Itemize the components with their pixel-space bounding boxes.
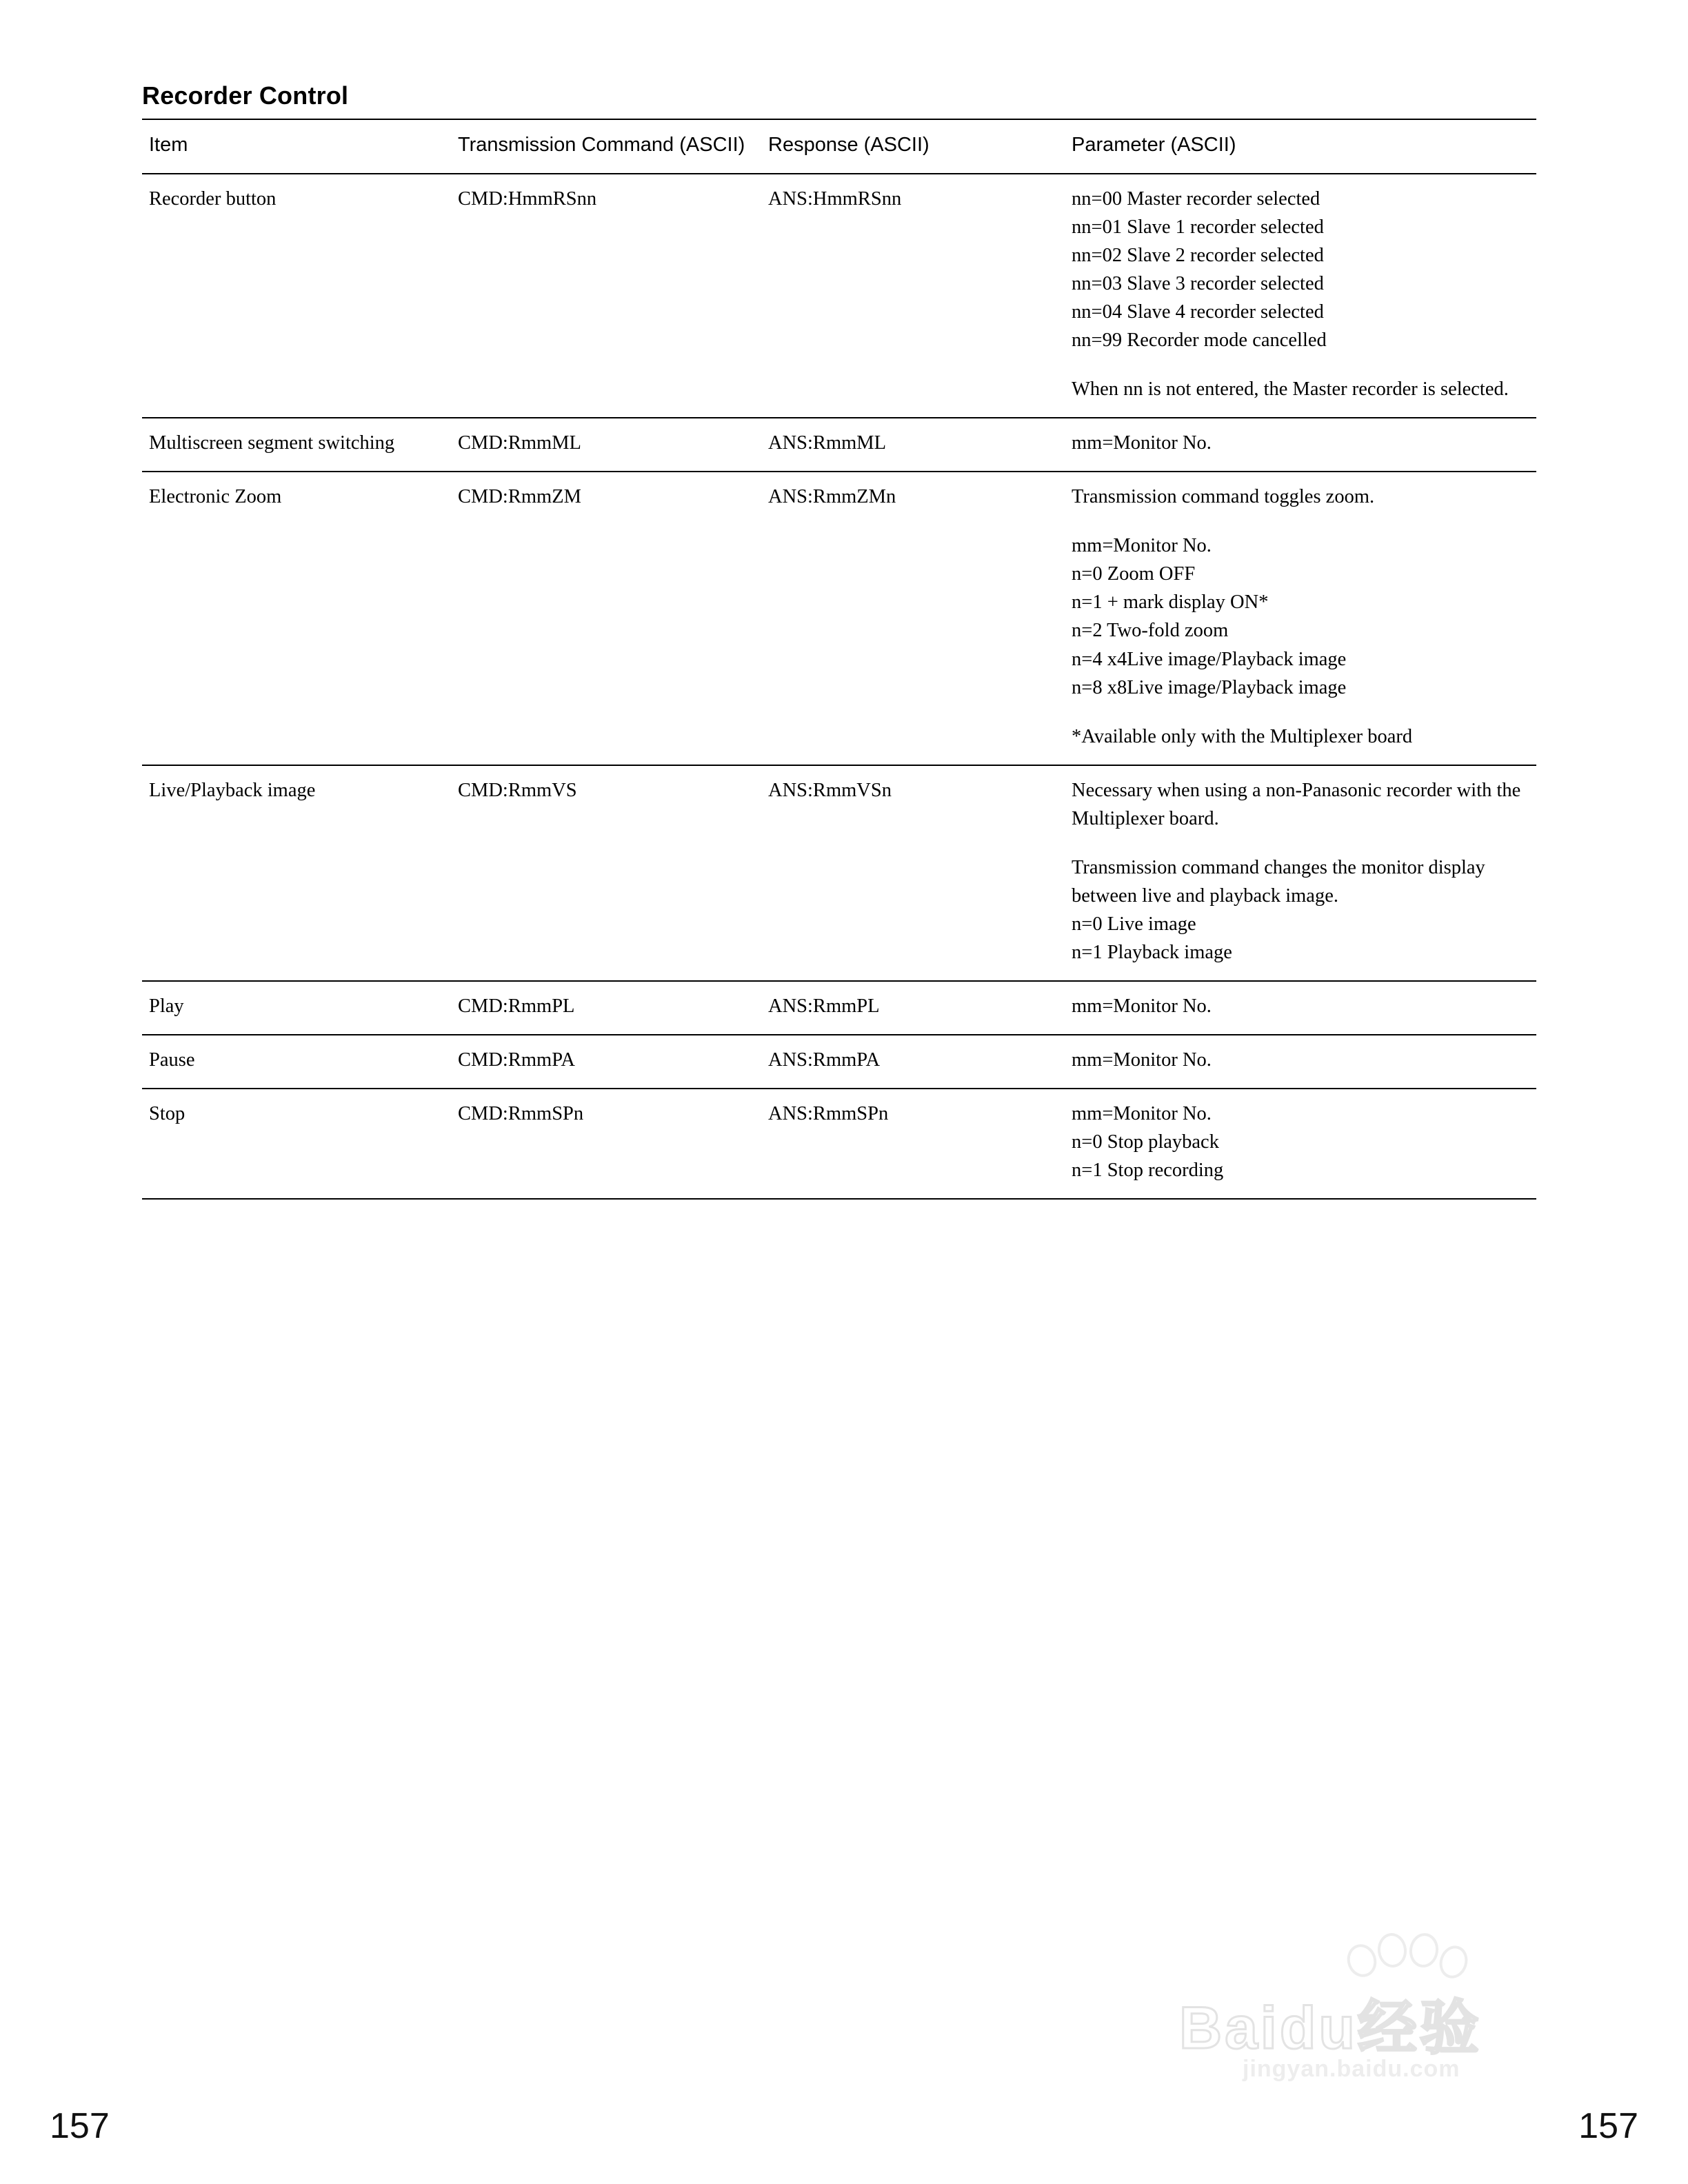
cell-transmission: CMD:RmmPA xyxy=(451,1035,761,1089)
parameter-line: mm=Monitor No. xyxy=(1072,995,1212,1017)
cell-parameter xyxy=(1065,1089,1536,1199)
page-number-left: 157 xyxy=(50,2106,110,2146)
recorder-control-table-wrapper xyxy=(142,119,1536,1200)
page-title: Recorder Control xyxy=(142,81,349,110)
parameter-line: mm=Monitor No. xyxy=(1072,535,1212,557)
cell-response: ANS:RmmPL xyxy=(761,981,1065,1035)
watermark-brand-text: Baidu xyxy=(1179,1995,1358,2061)
parameter-line: n=1 + mark display ON* xyxy=(1072,592,1269,614)
cell-response: ANS:RmmZMn xyxy=(761,472,1065,765)
table-row xyxy=(142,472,1536,765)
cell-parameter xyxy=(1065,765,1536,981)
table-row xyxy=(142,1035,1536,1089)
parameter-note: When nn is not entered, the Master recorder is selected. xyxy=(1072,378,1509,401)
spacer xyxy=(1072,702,1527,722)
parameter-line: nn=02 Slave 2 recorder selected xyxy=(1072,245,1324,267)
cell-parameter xyxy=(1065,418,1536,472)
cell-transmission: CMD:RmmPL xyxy=(451,981,761,1035)
spacer xyxy=(1072,511,1527,532)
watermark-brand-suffix: 经验 xyxy=(1357,1995,1482,2061)
cell-response: ANS:RmmPA xyxy=(761,1035,1065,1089)
table-row xyxy=(142,981,1536,1035)
parameter-line: mm=Monitor No. xyxy=(1072,432,1212,454)
parameter-line: n=1 Stop recording xyxy=(1072,1159,1224,1181)
watermark-brand xyxy=(1179,1980,1482,2065)
watermark-url: jingyan.baidu.com xyxy=(1243,2056,1460,2082)
parameter-line: nn=03 Slave 3 recorder selected xyxy=(1072,273,1324,295)
table-row xyxy=(142,418,1536,472)
recorder-control-table xyxy=(142,119,1536,1200)
column-header-transmission-command: Transmission Command (ASCII) xyxy=(451,119,761,174)
cell-item: Stop xyxy=(142,1089,451,1199)
parameter-line: mm=Monitor No. xyxy=(1072,1102,1212,1124)
parameter-line: n=0 Zoom OFF xyxy=(1072,563,1196,585)
parameter-line: nn=99 Recorder mode cancelled xyxy=(1072,330,1327,352)
cell-item: Recorder button xyxy=(142,174,451,418)
parameter-line: Transmission command changes the monitor display between live and playback image. xyxy=(1072,856,1485,907)
cell-transmission: CMD:RmmML xyxy=(451,418,761,472)
table-row xyxy=(142,1089,1536,1199)
parameter-line: nn=04 Slave 4 recorder selected xyxy=(1072,301,1324,323)
table-row xyxy=(142,174,1536,418)
parameter-line: nn=01 Slave 1 recorder selected xyxy=(1072,216,1324,239)
cell-item: Live/Playback image xyxy=(142,765,451,981)
cell-response: ANS:RmmML xyxy=(761,418,1065,472)
spacer xyxy=(1072,833,1527,853)
parameter-line: n=2 Two-fold zoom xyxy=(1072,620,1229,642)
parameter-intro: Necessary when using a non-Panasonic recorder with the Multiplexer board. xyxy=(1072,779,1521,829)
table-header xyxy=(142,119,1536,174)
parameter-line: n=4 x4Live image/Playback image xyxy=(1072,648,1347,670)
parameter-note: *Available only with the Multiplexer board xyxy=(1072,725,1413,747)
cell-item: Pause xyxy=(142,1035,451,1089)
page-number-right: 157 xyxy=(1578,2106,1638,2146)
parameter-line: mm=Monitor No. xyxy=(1072,1049,1212,1071)
table-header-row xyxy=(142,119,1536,174)
column-header-parameter: Parameter (ASCII) xyxy=(1065,119,1536,174)
cell-item: Play xyxy=(142,981,451,1035)
cell-transmission: CMD:RmmSPn xyxy=(451,1089,761,1199)
spacer xyxy=(1072,354,1527,375)
cell-parameter xyxy=(1065,1035,1536,1089)
cell-response: ANS:HmmRSnn xyxy=(761,174,1065,418)
cell-parameter xyxy=(1065,472,1536,765)
cell-item: Multiscreen segment switching xyxy=(142,418,451,472)
column-header-item: Item xyxy=(142,119,451,174)
parameter-intro: Transmission command toggles zoom. xyxy=(1072,486,1375,508)
table-row xyxy=(142,765,1536,981)
parameter-line: nn=00 Master recorder selected xyxy=(1072,188,1320,210)
paw-print-icon xyxy=(1345,1932,1469,1987)
cell-transmission: CMD:RmmVS xyxy=(451,765,761,981)
parameter-line: n=8 x8Live image/Playback image xyxy=(1072,676,1347,698)
cell-transmission: CMD:RmmZM xyxy=(451,472,761,765)
cell-transmission: CMD:HmmRSnn xyxy=(451,174,761,418)
parameter-line: n=0 Stop playback xyxy=(1072,1131,1219,1153)
cell-parameter xyxy=(1065,981,1536,1035)
cell-response: ANS:RmmVSn xyxy=(761,765,1065,981)
column-header-response: Response (ASCII) xyxy=(761,119,1065,174)
cell-item: Electronic Zoom xyxy=(142,472,451,765)
cell-response: ANS:RmmSPn xyxy=(761,1089,1065,1199)
baidu-watermark xyxy=(1172,1930,1586,2110)
parameter-line: n=1 Playback image xyxy=(1072,941,1232,963)
cell-parameter xyxy=(1065,174,1536,418)
parameter-line: n=0 Live image xyxy=(1072,913,1196,935)
table-body xyxy=(142,174,1536,1199)
